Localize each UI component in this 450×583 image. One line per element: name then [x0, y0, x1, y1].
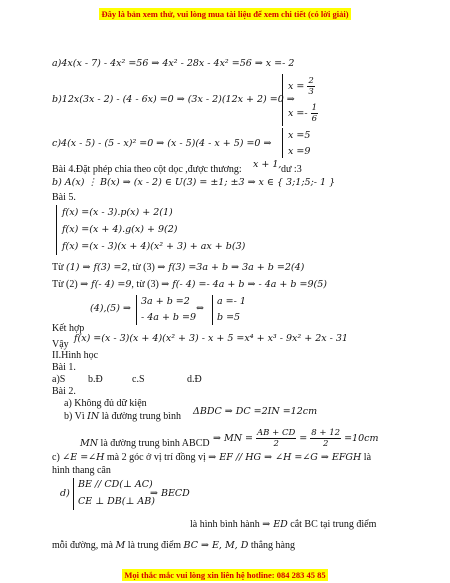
bai5-l3-lead: (4),(5) ⇒: [90, 303, 131, 314]
d-text3: mỗi đường, mà: [52, 540, 113, 551]
l2-math: ⇒ f(- 4) =9: [80, 279, 132, 290]
hinh-bai2-d-res: ⇒ BECD: [150, 488, 190, 499]
b-case2-den: 6: [311, 114, 318, 124]
mn-eq: =: [299, 433, 308, 444]
c-math1: ∠E =∠H: [62, 452, 105, 463]
mn-label: MN: [80, 438, 99, 449]
l1-math2: ⇒ f(3) =3a + b ⇒ 3a + b =2(4): [157, 262, 305, 273]
bai5-line1: [52, 262, 304, 274]
l1-math: (1) ⇒ f(3) =2: [66, 262, 128, 273]
hinh-bai2-d-sys2: CE ⊥ DB(⊥ AB): [78, 496, 155, 507]
hinh-bai2-d-sys1: BE // CD(⊥ AC): [78, 479, 153, 490]
b-case1-den: 3: [308, 87, 314, 97]
b-in: IN: [87, 411, 100, 422]
hinh-bai1: Bài 1.: [52, 362, 76, 373]
d-text4: là trung điểm: [127, 540, 182, 551]
b-case1-num: 2: [308, 76, 314, 86]
hotline-footer-text: Mọi thắc mắc vui lòng xin liên hệ hotline: 084 283 45 85: [124, 570, 326, 580]
d-text5: thẳng hàng: [250, 540, 295, 551]
mn-text: là đường trung bình ABCD: [100, 438, 210, 449]
bai5-l3-sys1: 3a + b =2: [141, 296, 190, 307]
part1-b-case1: [288, 76, 315, 97]
mn-den1: 2: [273, 439, 279, 449]
bai5-vay: Vậy: [52, 339, 69, 350]
l1-mid: , từ (3): [127, 262, 155, 273]
part1-b-case2: [288, 103, 318, 124]
hinh-mn: [80, 438, 210, 450]
mn-res: =10cm: [344, 433, 379, 444]
bai4-text: Bài 4.Đặt phép chia theo cột dọc ,được thương:: [52, 164, 242, 175]
b-case2-num: 1: [311, 103, 318, 113]
hinh-ans-d: d.Đ: [187, 374, 202, 385]
d-math1: ⇒ ED: [262, 519, 288, 530]
preview-banner-text: Đây là bản xem thử, vui lòng mua tài liệu để xem chi tiết (có lời giải): [101, 9, 349, 19]
hinh-bai2-b-math: ΔBDC ⇒ DC =2IN =12cm: [193, 406, 318, 417]
part1-c-brace: [282, 128, 283, 158]
part1-b-brace: [282, 74, 283, 126]
bai5-ketqua: Kết hợp: [52, 323, 85, 334]
c-pre: c): [52, 452, 60, 463]
preview-banner: [0, 4, 450, 22]
hinh-bai2-d-brace: [73, 478, 74, 510]
bai4-b: b) A(x) ⋮ B(x) ⇒ (x - 2) ∈ U(3) = ±1; ±3 ⇒ x ∈ { 3;1;5;- 1 }: [52, 177, 336, 188]
b-mid: là đường trung bình: [101, 411, 182, 422]
b-case1-pre: x =: [288, 81, 305, 92]
bai5-line2: [52, 279, 327, 291]
hinh-ans-c: c.S: [132, 374, 145, 385]
l2-math2: ⇒ f(- 4) =- 4a + b ⇒ - 4a + b =9(5): [161, 279, 327, 290]
bai5-vay-math: f(x) =(x - 3)(x + 4)(x² + 3) - x + 5 =x⁴ + x³ - 9x² + 2x - 31: [74, 333, 348, 344]
part1-b: b)12x(3x - 2) - (4 - 6x) =0 ⇒ (3x - 2)(12x + 2) =0 ⇒: [52, 94, 295, 105]
mn-pre: ⇒ MN =: [213, 433, 253, 444]
part1-c: c)4(x - 5) - (5 - x)² =0 ⇒ (x - 5)(4 - x + 5) =0 ⇒: [52, 138, 272, 149]
bai5-brace: [56, 205, 57, 255]
l2-mid: , từ (3): [131, 279, 159, 290]
c-math2: ⇒ EF // HG ⇒ ∠H =∠G ⇒ EFGH: [208, 452, 362, 463]
mn-num2: 8 + 12: [311, 428, 341, 438]
bai5-l3-res1: a =- 1: [217, 296, 246, 307]
b-case2-pre: x =-: [288, 108, 308, 119]
hinh-bai2-c-line2: hình thang cân: [52, 465, 111, 476]
bai5-l3-sys2: - 4a + b =9: [141, 312, 197, 323]
hinh-bai2-d-line3: [52, 540, 295, 552]
hotline-footer: [0, 565, 450, 583]
hinh-ans-a: a)S: [52, 374, 66, 385]
mn-den2: 2: [322, 439, 329, 449]
l1-pre: Từ: [52, 262, 64, 273]
d-text2: cắt BC tại trung điểm: [290, 519, 377, 530]
hinh-bai2-a: a) Không đủ dữ kiện: [64, 398, 147, 409]
b-pre: b) Vì: [64, 411, 85, 422]
d-text1: là hình bình hành: [190, 519, 260, 530]
d-m: M: [115, 540, 126, 551]
bai5-l3-brace: [136, 295, 137, 325]
bai5-sys3: f(x) =(x - 3)(x + 4)(x² + 3) + ax + b(3): [62, 241, 246, 252]
bai5-l3-res2: b =5: [217, 312, 241, 323]
bai5-l3-iff: ⇔: [196, 303, 204, 314]
hinh-bai2-d-pre: d): [60, 488, 70, 499]
hinh-ans-b: b.Đ: [88, 374, 103, 385]
d-math2: BC ⇒ E, M, D: [183, 540, 249, 551]
bai5-title: Bài 5.: [52, 192, 76, 203]
hinh-bai2-c: [52, 452, 371, 464]
c-text2: là: [363, 452, 372, 463]
mn-num1: AB + CD: [257, 428, 296, 438]
hinh-bai2-d-line2: [190, 519, 376, 531]
part1-c-case2: x =9: [288, 146, 311, 157]
bai5-sys2: f(x) =(x + 4).g(x) + 9(2): [62, 224, 178, 235]
c-text1: mà 2 góc ở vị trí đồng vị: [106, 452, 206, 463]
hinh-title: II.Hình học: [52, 350, 99, 361]
bai4-remainder: dư :3: [281, 164, 302, 175]
bai5-l3-brace2: [212, 295, 213, 325]
part1-c-case1: x =5: [288, 130, 311, 141]
hinh-bai2-b: [64, 411, 181, 423]
part1-a: a)4x(x - 7) - 4x² =56 ⇒ 4x² - 28x - 4x² =56 ⇒ x =- 2: [52, 58, 295, 69]
hinh-bai2: Bài 2.: [52, 386, 76, 397]
bai4-quotient: x + 1,: [253, 159, 282, 170]
hinh-mn-formula: [213, 428, 378, 449]
bai5-sys1: f(x) =(x - 3).p(x) + 2(1): [62, 207, 173, 218]
l2-pre: Từ (2): [52, 279, 78, 290]
